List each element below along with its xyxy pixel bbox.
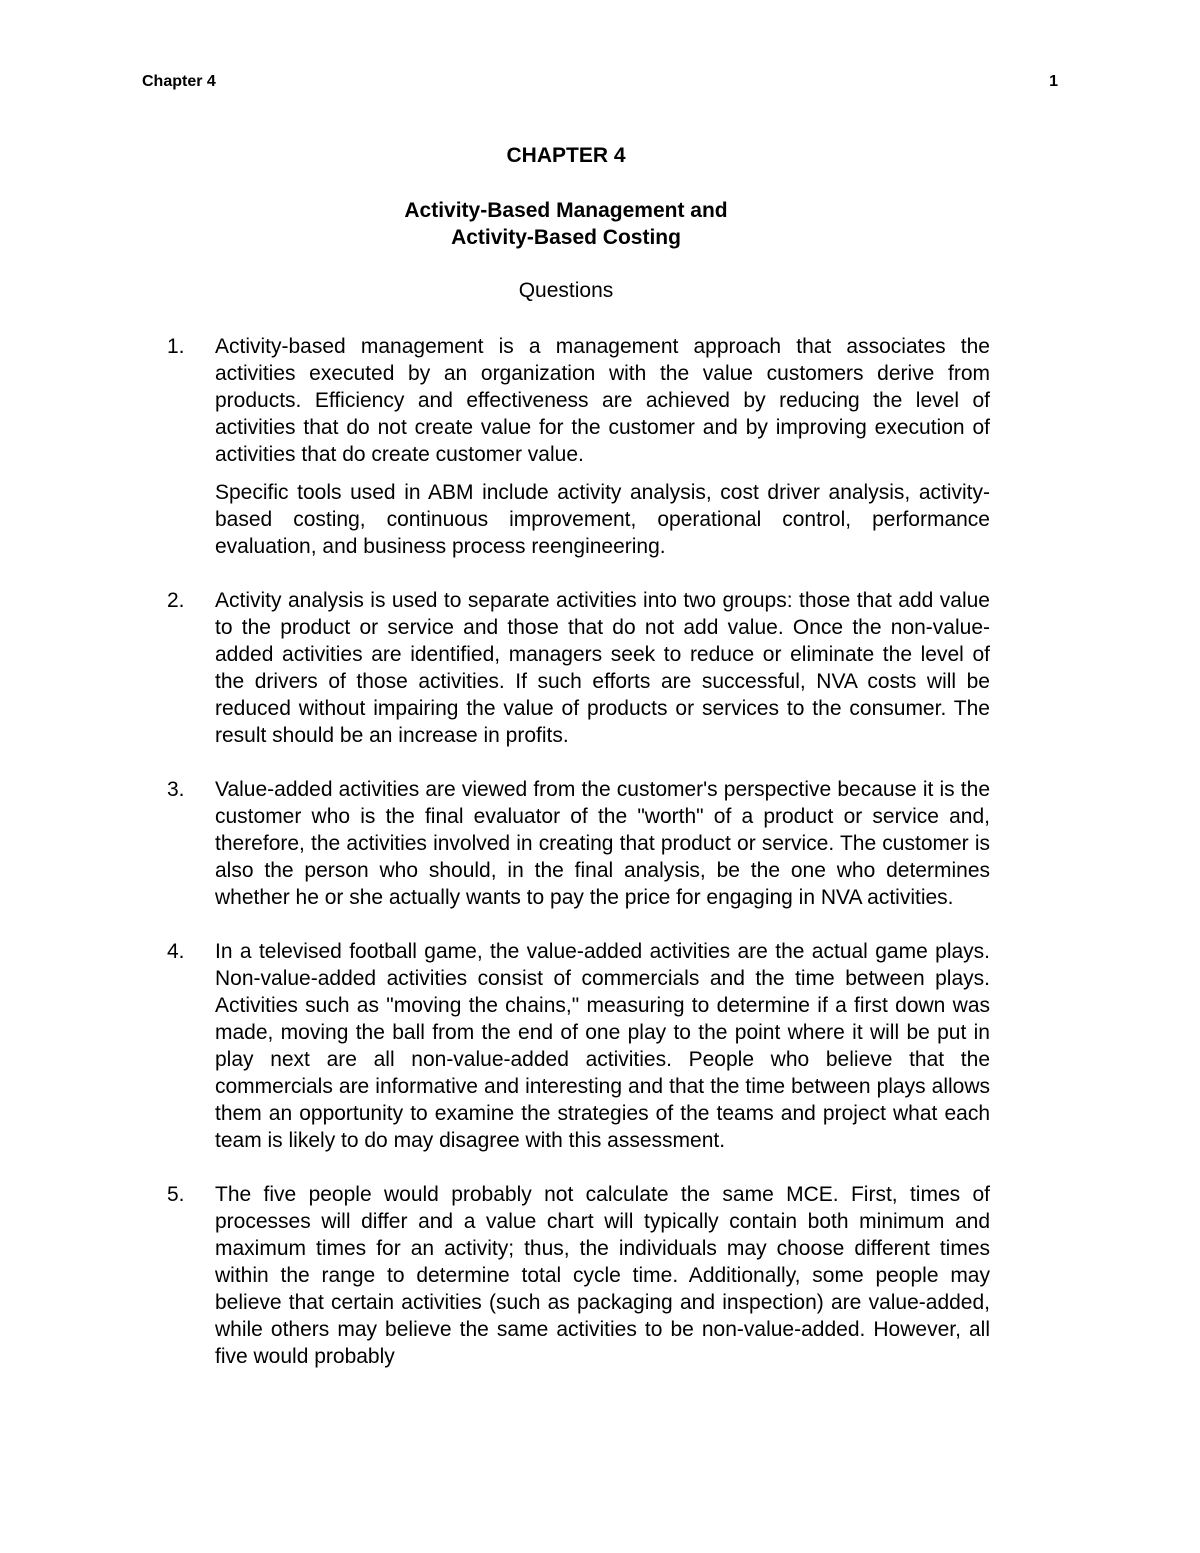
chapter-title-line-2: Activity-Based Costing [451,226,681,249]
question-number: 2. [167,589,185,612]
page-number: 1 [1049,73,1058,90]
running-head [142,73,1058,95]
question-number: 4. [167,940,185,963]
chapter-number-heading: CHAPTER 4 [506,144,626,167]
question-1-answer-paragraph-2: Specific tools used in ABM include activity analysis, cost driver analysis, activity-based costing, continuous improvement, operational control, performance evaluation, and business process reengineering. [215,481,990,558]
question-2 [142,587,990,749]
section-heading-questions: Questions [518,279,614,302]
question-number: 3. [167,778,185,801]
question-5-answer-paragraph-1: The five people would probably not calculate the same MCE. First, times of processes will differ and a value chart will typically contain both minimum and maximum times for an activity; thus, the individuals may choose different times within the range to determine total cycle time. Additionally, some people may believe that certain activities (such as packaging and inspection) are value-added, while others may believe the same activities to be non-value-added. However, all five would probably [215,1183,990,1368]
question-5 [142,1181,990,1370]
question-3-answer-paragraph-1: Value-added activities are viewed from the customer's perspective because it is the customer who is the final evaluator of the "worth" of a product or service and, therefore, the activities involved in creating that product or service. The customer is also the person who should, in the final analysis, be the one who determines whether he or she actually wants to pay the price for engaging in NVA activities. [215,778,990,909]
question-4 [142,938,990,1154]
chapter-title [0,197,1132,251]
question-1 [142,333,990,560]
question-3 [142,776,990,911]
question-1-answer-paragraph-1: Activity-based management is a management approach that associates the activities executed by an organization with the value customers derive from products. Efficiency and effectiveness are achieved by reducing the level of activities that do not create value for the customer and by improving execution of activities that do create customer value. [215,335,990,466]
question-4-answer-paragraph-1: In a televised football game, the value-added activities are the actual game plays. Non-value-added activities consist of commercials and the time between plays. Activities such as "moving the chains," measuring to determine if a first down was made, moving the ball from the end of one play to the point where it will be put in play next are all non-value-added activities. People who believe that the commercials are informative and interesting and that the time between plays allows them an opportunity to examine the strategies of the teams and project what each team is likely to do may disagree with this assessment. [215,940,990,1152]
question-list [142,333,990,1397]
question-number: 5. [167,1183,185,1206]
question-2-answer-paragraph-1: Activity analysis is used to separate activities into two groups: those that add value to the product or service and those that do not add value. Once the non-value-added activities are identified, managers seek to reduce or eliminate the level of the drivers of those activities. If such efforts are successful, NVA costs will be reduced without impairing the value of products or services to the consumer. The result should be an increase in profits. [215,589,990,747]
question-number: 1. [167,335,185,358]
chapter-title-line-1: Activity-Based Management and [404,199,728,222]
running-head-chapter: Chapter 4 [142,73,216,90]
